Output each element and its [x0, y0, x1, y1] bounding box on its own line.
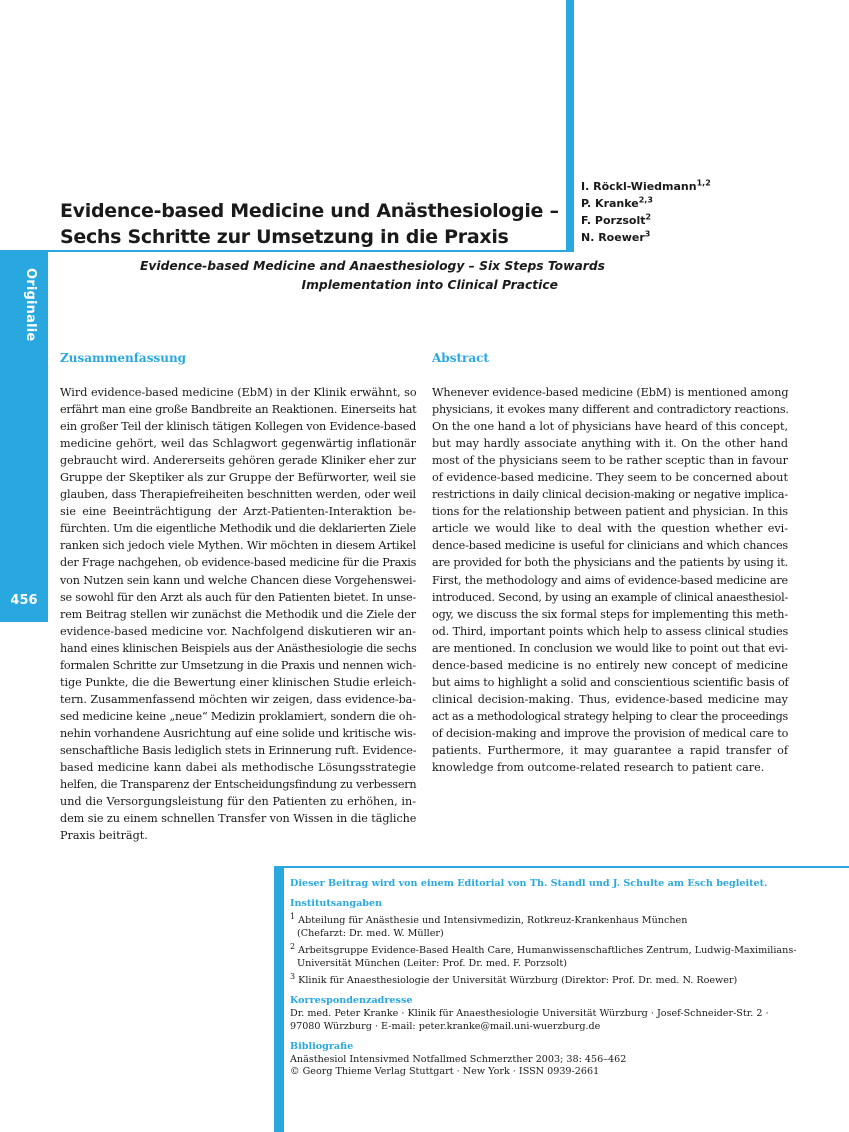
text-line: rem Beitrag stellen wir zunächst die Methodik und die Ziele der [60, 607, 416, 621]
author-name: F. Porzsolt [581, 214, 646, 227]
bibliography-block [290, 1041, 840, 1080]
author-affiliation-mark: 1,2 [696, 178, 711, 188]
title-line: Sechs Schritte zur Umsetzung in die Praxis [60, 226, 509, 248]
author [581, 195, 841, 212]
text-line: dem sie zu einem schnellen Transfer von Wissen in die tägliche [60, 812, 417, 826]
correspondence-line: Dr. med. Peter Kranke · Klinik für Anaesthesiologie Universität Würzburg · Josef-Schneider-Str. 2 · [290, 1007, 769, 1019]
institution-text: Arbeitsgruppe Evidence-Based Health Care, Humanwissenschaftliches Zentrum, Ludwig-Maximilians- [298, 945, 797, 956]
info-box [290, 878, 840, 1086]
text-line: introduced. Second, by using an example of clinical anaesthesiol- [432, 590, 789, 604]
text-line: but aims to highlight a solid and conscientious scientific basis of [432, 675, 789, 689]
author [581, 212, 841, 229]
english-subtitle [140, 257, 605, 295]
article-title [60, 198, 560, 250]
text-line: restrictions in daily clinical decision-making or negative implica- [432, 488, 788, 502]
text-line: formalen Schritte zur Umsetzung in die Praxis und nennen wich- [60, 658, 416, 672]
subtitle-line: Implementation into Clinical Practice [301, 278, 558, 292]
author [581, 178, 841, 195]
text-line: but may hardly associate anything with it. On the other hand [432, 437, 788, 451]
text-line: ogy, we discuss the six formal steps for implementing this meth- [432, 607, 788, 621]
author-affiliation-mark: 3 [644, 229, 651, 239]
institution-mark: 1 [290, 911, 296, 921]
institution-text: Abteilung für Anästhesie und Intensivmedizin, Rotkreuz-Krankenhaus München [298, 915, 688, 926]
institution-line: (Chefarzt: Dr. med. W. Müller) [297, 927, 444, 939]
text-line: of evidence-based medicine. They seem to be concerned about [432, 471, 788, 485]
page-number: 456 [10, 593, 38, 608]
text-line: ranken sich jedoch viele Mythen. Wir möchten in diesem Artikel [60, 539, 416, 553]
header-accent-bar [566, 0, 574, 252]
correspondence-line: 97080 Würzburg · E-mail: peter.kranke@mail.uni-wuerzburg.de [290, 1020, 601, 1032]
text-line: Praxis beiträgt. [60, 829, 148, 843]
title-rule [0, 250, 570, 252]
author-name: I. Röckl-Wiedmann [581, 180, 697, 193]
text-line: patients. Furthermore, it may guarantee a rapid transfer of [432, 743, 788, 757]
author-list [581, 178, 841, 246]
author-name: P. Kranke [581, 197, 639, 210]
correspondence-block [290, 995, 840, 1034]
author [581, 229, 841, 246]
text-line: article we would like to deal with the question whether evi- [432, 522, 788, 536]
text-line: glauben, dass Therapiefreiheiten beschnitten werden, oder weil [60, 488, 416, 502]
text-line: act as a methodological strategy helping to clear the proceedings [432, 709, 788, 723]
institution-mark: 2 [290, 941, 296, 951]
text-line: dence-based medicine is no entirely new concept of medicine [432, 658, 788, 672]
author-affiliation-mark: 2 [645, 212, 652, 222]
institutions-heading: Institutsangaben [290, 897, 383, 909]
text-line: most of the physicians seem to be rather sceptic than in favour [432, 454, 788, 468]
text-line: Gruppe der Skeptiker als zur Gruppe der Befürworter, weil sie [60, 471, 416, 485]
text-line: medicine gehört, weil das Schlagwort gegenwärtig inflationär [60, 437, 416, 451]
editorial-note: Dieser Beitrag wird von einem Editorial von Th. Standl und J. Schulte am Esch begleitet. [290, 878, 768, 889]
text-line: are provided for both the physicians and the patients by using it. [432, 556, 788, 570]
text-line: sie eine Beeinträchtigung der Arzt-Patienten-Interaktion be- [60, 505, 416, 519]
text-line: od. Third, important points which help to assess clinical studies [432, 624, 789, 638]
abstract-text [432, 384, 788, 776]
text-line: Wird evidence-based medicine (EbM) in der Klinik erwähnt, so [60, 386, 417, 399]
institution-line: Universität München (Leiter: Prof. Dr. med. F. Porzsolt) [297, 957, 567, 969]
abstract-heading: Abstract [432, 351, 489, 365]
text-line: ein großer Teil der klinisch tätigen Kollegen von Evidence-based [60, 420, 417, 434]
text-line: erfährt man eine große Bandbreite an Reaktionen. Einerseits hat [60, 403, 417, 417]
text-line: der Frage nachgehen, ob evidence-based medicine für die Praxis [60, 556, 417, 570]
author-affiliation-mark: 2,3 [638, 195, 653, 205]
text-line: von Nutzen sein kann und welche Chancen diese Vorgehenswei- [60, 573, 417, 587]
text-line: fürchten. Um die eigentliche Methodik und die deklarierten Ziele [60, 522, 416, 536]
text-line: se sowohl für den Arzt als auch für den Patienten bietet. In unse- [60, 590, 416, 604]
text-line: gebraucht wird. Andererseits gehören gerade Kliniker eher zur [60, 454, 416, 468]
text-line: tions for the relationship between patient and physician. In this [432, 505, 788, 519]
text-line: On the one hand a lot of physicians have heard of this concept, [432, 420, 789, 434]
subtitle-line: Evidence-based Medicine and Anaesthesiology – Six Steps Towards [140, 259, 605, 273]
zusammenfassung-text [60, 384, 416, 844]
text-line: knowledge from outcome-related research to patient care. [432, 761, 765, 775]
bibliography-line: © Georg Thieme Verlag Stuttgart · New York · ISSN 0939-2661 [290, 1066, 600, 1078]
text-line: evidence-based medicine vor. Nachfolgend diskutieren wir an- [60, 624, 416, 638]
text-line: und die Versorgungsleistung für den Patienten zu erhöhen, in- [60, 795, 416, 809]
text-line: clinical decision-making. Thus, evidence-based medicine may [432, 692, 788, 706]
info-box-accent-bar [274, 866, 284, 1132]
text-line: of decision-making and improve the provision of medical care to [432, 726, 789, 740]
zusammenfassung-heading: Zusammenfassung [60, 351, 187, 365]
institution-line [290, 941, 840, 958]
text-line: tern. Zusammenfassend möchten wir zeigen, dass evidence-ba- [60, 692, 416, 706]
text-line: sed medicine keine „neue“ Medizin proklamiert, sondern die oh- [60, 709, 416, 723]
institutions-block [290, 898, 840, 988]
text-line: nehin vorhandene Ausrichtung auf eine solide und kritische wis- [60, 726, 417, 740]
text-line: hand eines klinischen Beispiels aus der Anästhesiologie die sechs [60, 641, 417, 655]
correspondence-heading: Korrespondenzadresse [290, 994, 413, 1006]
rubric-label: Originalie [23, 268, 38, 342]
text-line: dence-based medicine is useful for clinicians and which chances [432, 539, 788, 553]
text-line: helfen, die Transparenz der Entscheidungsfindung zu verbessern [60, 778, 417, 792]
author-name: N. Roewer [581, 231, 645, 244]
text-line: Whenever evidence-based medicine (EbM) is mentioned among [432, 386, 789, 399]
bibliography-heading: Bibliografie [290, 1040, 354, 1052]
text-line: tige Punkte, die die Bewertung einer klinischen Studie erleich- [60, 675, 416, 689]
institution-mark: 3 [290, 971, 296, 981]
text-line: are mentioned. In conclusion we would like to point out that evi- [432, 641, 788, 655]
institution-text: Klinik für Anaesthesiologie der Universität Würzburg (Direktor: Prof. Dr. med. N. Roewer) [298, 975, 738, 986]
text-line: physicians, it evokes many different and contradictory reactions. [432, 403, 789, 417]
title-line: Evidence-based Medicine und Anästhesiologie – [60, 200, 559, 222]
text-line: senschaftliche Basis lediglich stets in Erinnerung ruft. Evidence- [60, 743, 417, 757]
info-box-rule [274, 866, 849, 868]
bibliography-line: Anästhesiol Intensivmed Notfallmed Schmerzther 2003; 38: 456–462 [290, 1053, 627, 1065]
text-line: First, the methodology and aims of evidence-based medicine are [432, 573, 788, 587]
institution-line [290, 971, 840, 988]
text-line: based medicine kann dabei als methodische Lösungsstrategie [60, 761, 416, 775]
institution-line [290, 911, 840, 928]
